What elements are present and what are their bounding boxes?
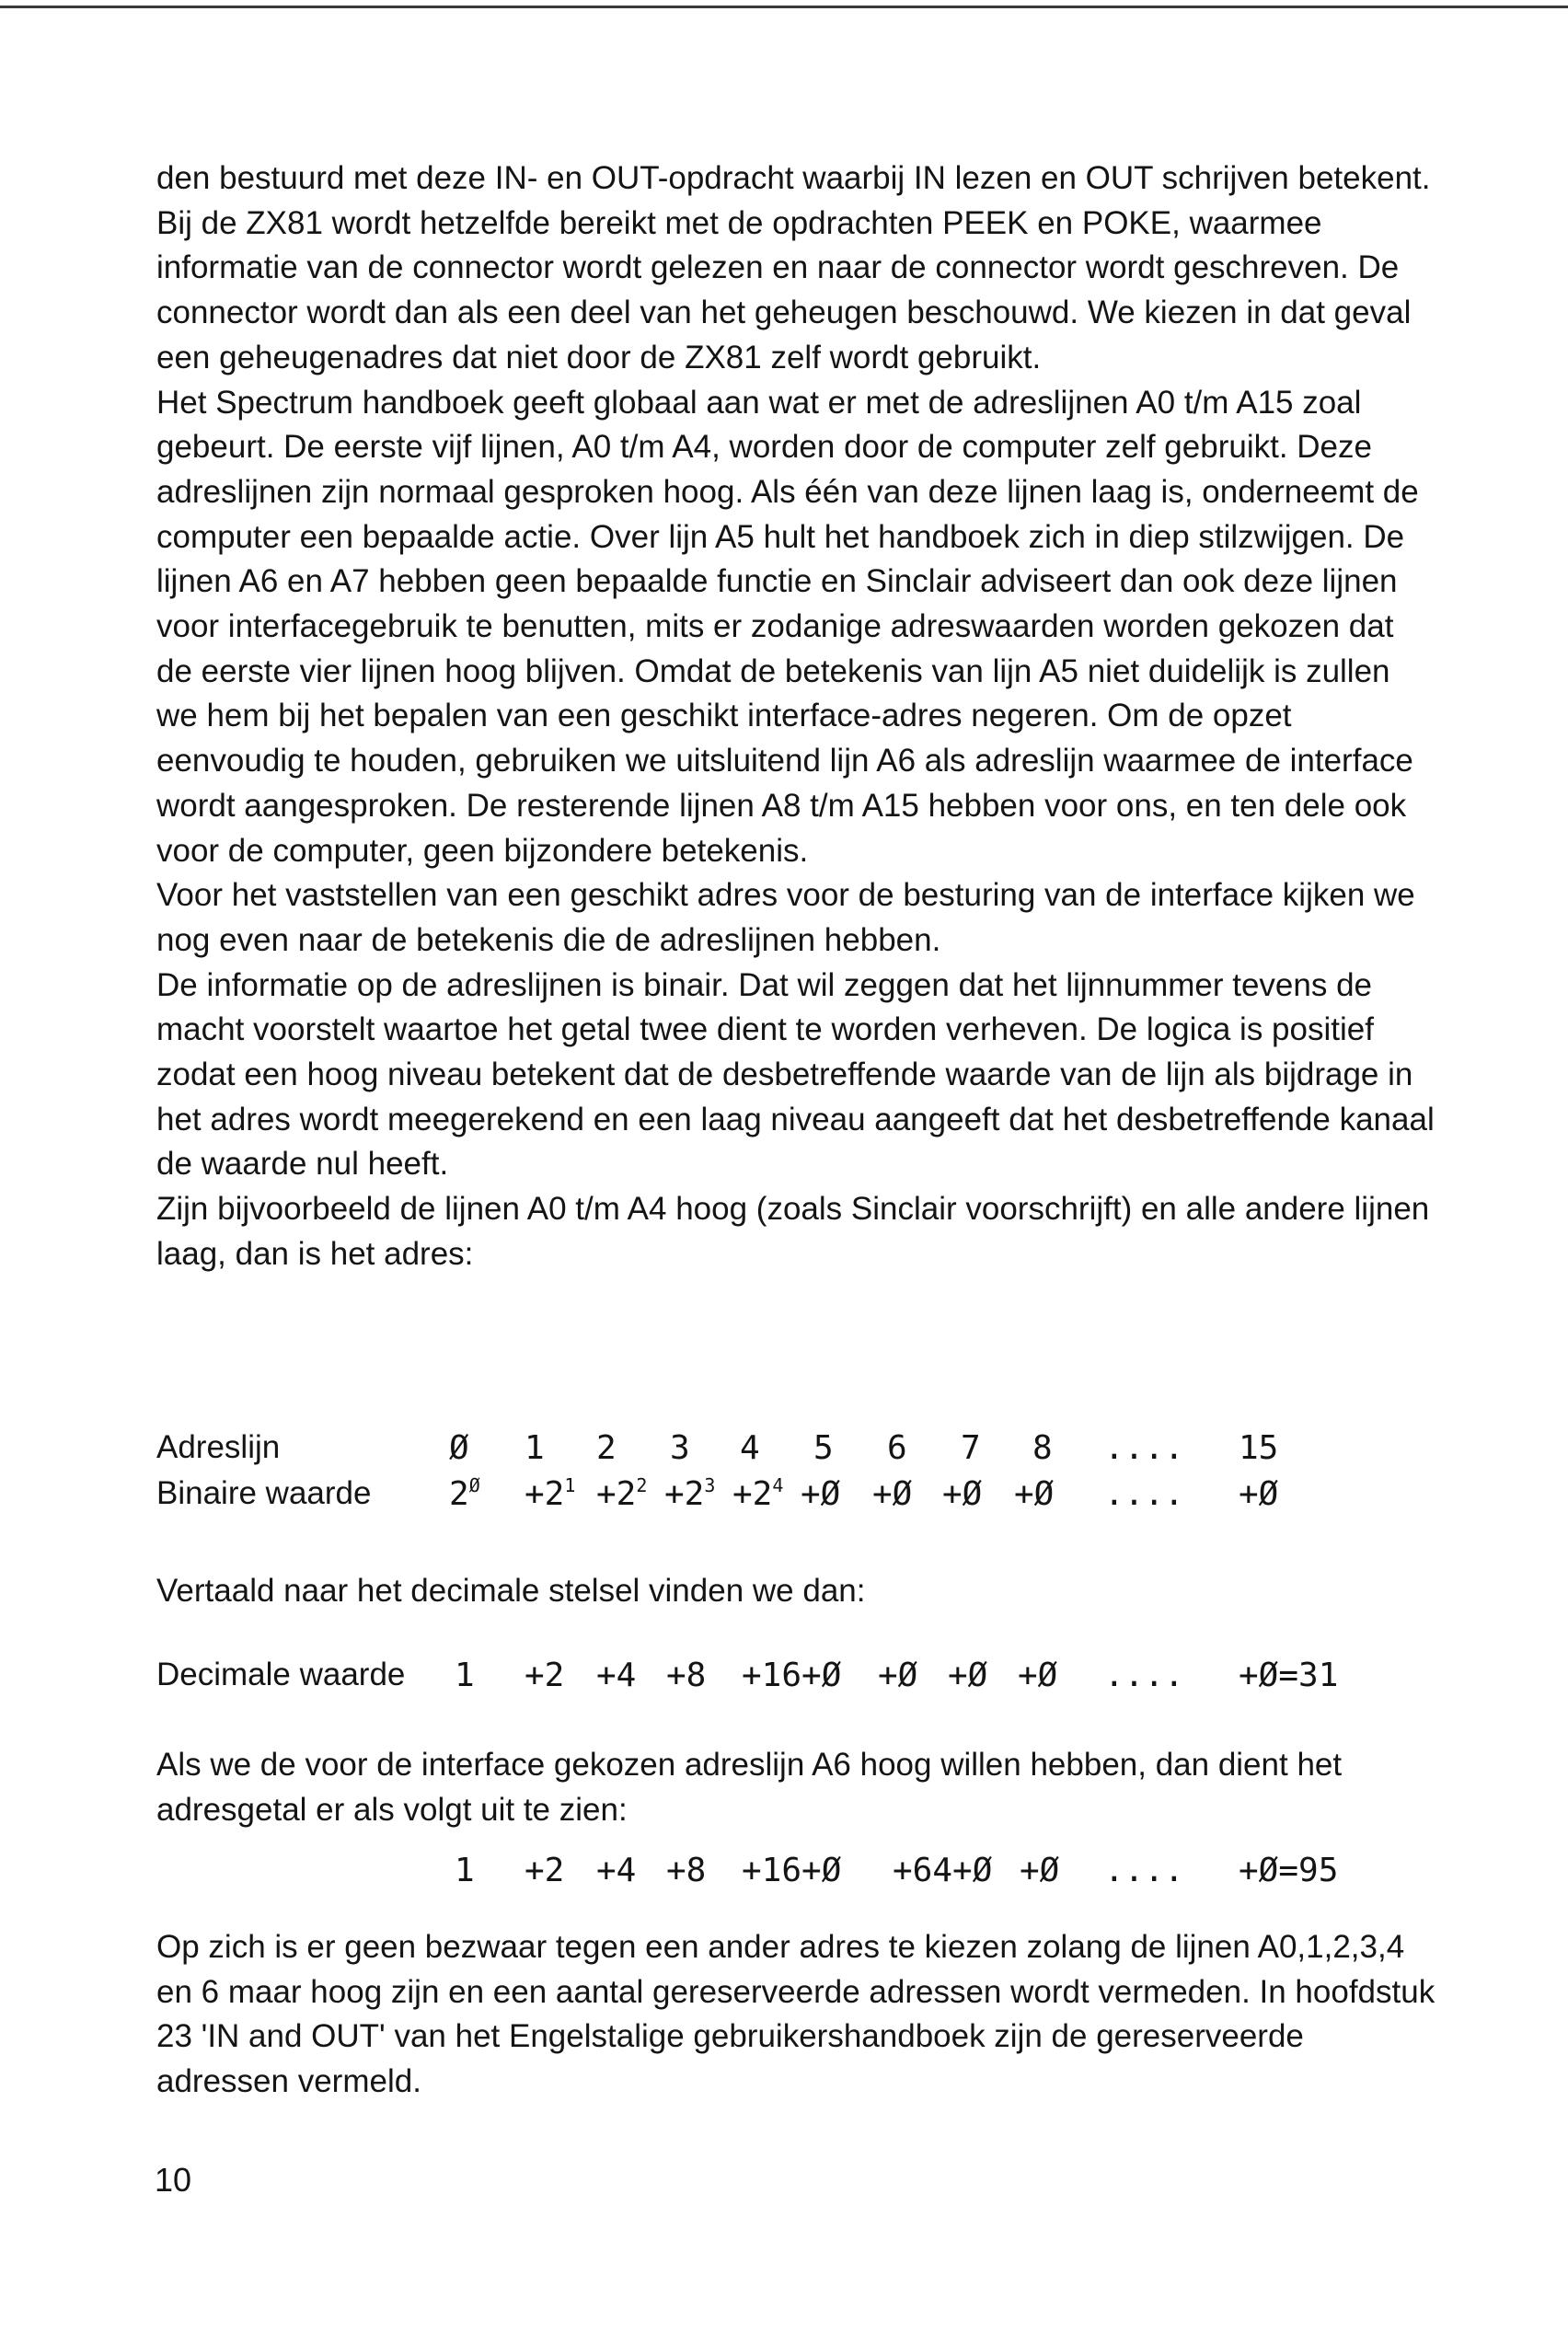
binary-term: +Ø [1239, 1475, 1279, 1513]
binary-ellipsis: .... [1104, 1475, 1184, 1513]
final-paragraph [156, 1925, 1435, 2105]
paragraph-3: Voor het vaststellen van een geschikt adres voor de besturing van de interface kijken we nog even naar de betekenis die de adreslijnen hebben. [156, 877, 1415, 958]
decimal-term: +Ø [878, 1657, 918, 1694]
binary-term: $+2^3$ [664, 1474, 716, 1513]
paragraph-4: De informatie op de adreslijnen is binair. Dat wil zeggen dat het lijnnummer tevens de macht voorstelt waartoe het getal twee dient te worden verheven. De logica is positief zodat een hoog niveau betekent dat de desbetreffende waarde van de lijn als bijdrage in het adres wordt meegerekend en een laag niveau aangeeft dat het desbetreffende kanaal de waarde nul heeft. [156, 966, 1435, 1183]
address-line-value: 15 [1239, 1429, 1279, 1467]
address-line-value: 6 [887, 1429, 907, 1467]
binary-term: +Ø [942, 1475, 983, 1513]
decimal-total: +Ø=31 [1239, 1657, 1339, 1694]
decimal-term: +Ø [948, 1657, 988, 1694]
a6-intro-text: Als we de voor de interface gekozen adreslijn A6 hoog willen hebben, dan dient het adresgetal er als volgt uit te zien: [156, 1747, 1343, 1828]
address-line-value: Ø [449, 1429, 469, 1467]
a6-term: 1 [455, 1852, 475, 1889]
binary-term: $+2^1$ [525, 1474, 576, 1513]
binary-term: $+2^2$ [596, 1474, 648, 1513]
address-line-label: Adreslijn [156, 1429, 281, 1465]
decimal-term: +8 [666, 1657, 707, 1694]
a6-term: +8 [666, 1852, 707, 1889]
binary-value-label: Binaire waarde [156, 1475, 372, 1511]
address-line-value: 5 [813, 1429, 834, 1467]
address-line-value: 7 [961, 1429, 981, 1467]
binary-term: +Ø [872, 1475, 913, 1513]
paragraph-2: Het Spectrum handboek geeft globaal aan wat er met de adreslijnen A0 t/m A15 zoal gebeurt. De eerste vijf lijnen, A0 t/m A4, worden door de computer zelf gebruikt. Deze adreslijnen zijn normaal gesproken hoog. Als één van deze lijnen laag is, onderneemt de computer een bepaalde actie. Over lijn A5 hult het handboek zich in diep stilzwijgen. De lijnen A6 en A7 hebben geen bepaalde functie en Sinclair adviseert dan ook deze lijnen voor interfacegebruik te benutten, mits er zodanige adreswaarden worden gekozen dat de eerste vier lijnen hoog blijven. Omdat de betekenis van lijn A5 niet duidelijk is zullen we hem bij het bepalen van een geschikt interface-adres negeren. Om de opzet eenvoudig te houden, gebruiken we uitsluitend lijn A6 als adreslijn waarmee de interface wordt aangesproken. De resterende lijnen A8 t/m A15 hebben voor ons, en ten dele ook voor de computer, geen bijzondere betekenis. [156, 384, 1419, 869]
a6-term: +64+Ø [893, 1852, 993, 1889]
a6-total: +Ø=95 [1239, 1852, 1339, 1889]
binary-term: +Ø [801, 1475, 841, 1513]
address-line-value: 1 [525, 1429, 545, 1467]
a6-term: +Ø [1020, 1852, 1060, 1889]
address-line-value: 4 [740, 1429, 760, 1467]
main-text [156, 156, 1435, 1277]
a6-intro [156, 1743, 1435, 1832]
decimal-intro-text: Vertaald naar het decimale stelsel vinden we dan: [156, 1573, 866, 1609]
decimal-term: +4 [596, 1657, 637, 1694]
top-rule [0, 6, 1568, 8]
decimal-term: +16+Ø [742, 1657, 842, 1694]
binary-term: +Ø [1014, 1475, 1055, 1513]
binary-term: $+2^4$ [732, 1474, 784, 1513]
decimal-intro [156, 1569, 1435, 1614]
decimal-term: +2 [525, 1657, 565, 1694]
paragraph-5: Zijn bijvoorbeeld de lijnen A0 t/m A4 hoog (zoals Sinclair voorschrijft) en alle andere lijnen laag, dan is het adres: [156, 1191, 1430, 1272]
decimal-ellipsis: .... [1104, 1657, 1184, 1694]
address-line-value: 2 [596, 1429, 617, 1467]
binary-term: $2^Ø$ [449, 1474, 480, 1513]
paragraph-1: den bestuurd met deze IN- en OUT-opdracht waarbij IN lezen en OUT schrijven betekent. Bij de ZX81 wordt hetzelfde bereikt met de opdrachten PEEK en POKE, waarmee informatie van de connector wordt gelezen en naar de connector wordt geschreven. De connector wordt dan als een deel van het geheugen beschouwd. We kiezen in dat geval een geheugenadres dat niet door de ZX81 zelf wordt gebruikt. [156, 160, 1431, 375]
address-line-value: 8 [1032, 1429, 1053, 1467]
a6-term: +16+Ø [742, 1852, 842, 1889]
a6-term: +4 [596, 1852, 637, 1889]
decimal-term: +Ø [1018, 1657, 1058, 1694]
decimal-term: 1 [455, 1657, 475, 1694]
a6-term: +2 [525, 1852, 565, 1889]
address-line-ellipsis: .... [1104, 1429, 1184, 1467]
a6-ellipsis: .... [1104, 1852, 1184, 1889]
final-paragraph-text: Op zich is er geen bezwaar tegen een ander adres te kiezen zolang de lijnen A0,1,2,3,4 en 6 maar hoog zijn en een aantal gereserveerde adressen wordt vermeden. In hoofdstuk 23 'IN and OUT' van het Engelstalige gebruikershandboek zijn de gereserveerde adressen vermeld. [156, 1929, 1435, 2100]
address-line-value: 3 [670, 1429, 690, 1467]
page-number: 10 [155, 2161, 192, 2199]
decimal-value-label: Decimale waarde [156, 1657, 406, 1692]
